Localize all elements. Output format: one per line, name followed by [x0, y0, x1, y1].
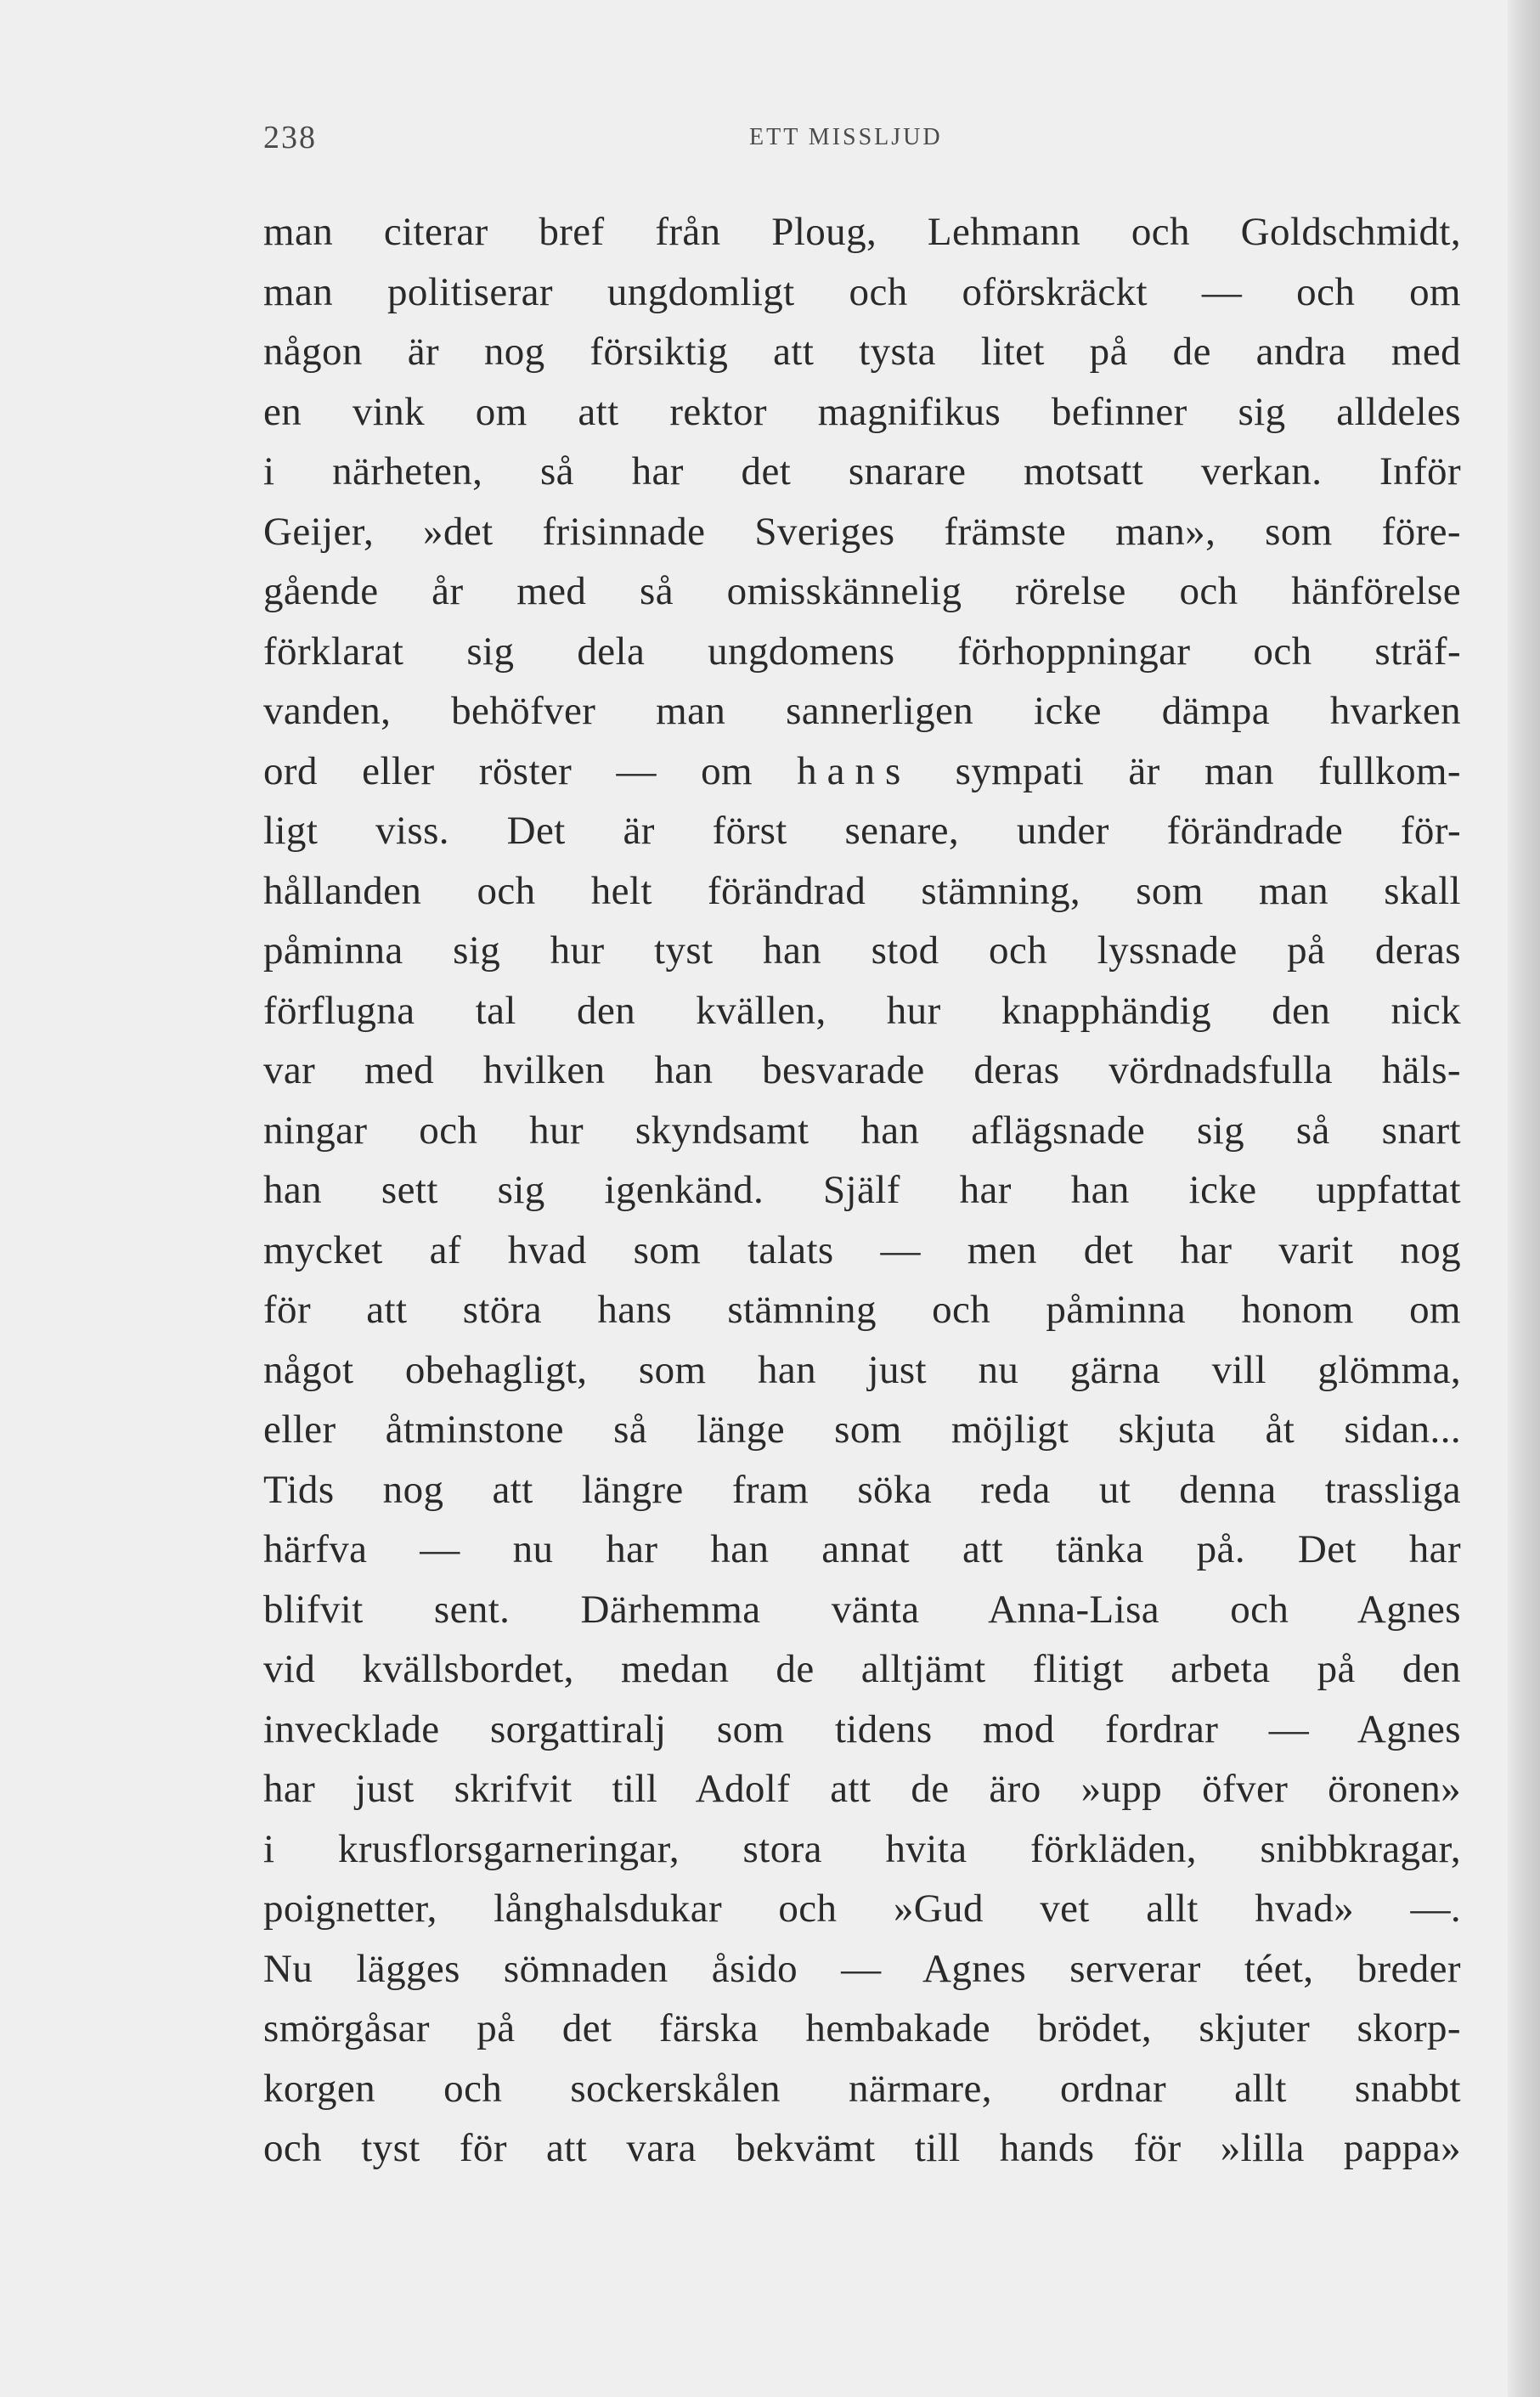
text-line: invecklade sorgattiralj som tidens mod fordrar — Agnes	[263, 1706, 1461, 1751]
emphasized-word: hans	[797, 748, 911, 793]
text-line: vid kvällsbordet, medan de alltjämt flitigt arbeta på den	[263, 1647, 1461, 1691]
text-line: gående år med så omisskännelig rörelse och hänförelse	[263, 569, 1461, 613]
text-line: man politiserar ungdomligt och oförskräckt — och om	[263, 269, 1461, 314]
text-line: man citerar bref från Ploug, Lehmann och Goldschmidt,	[263, 210, 1461, 254]
text-line: ligt viss. Det är först senare, under förändrade för-	[263, 809, 1461, 853]
page-number: 238	[263, 120, 317, 155]
text-line: något obehagligt, som han just nu gärna vill glömma,	[263, 1347, 1461, 1392]
text-line: härfva — nu har han annat att tänka på. Det har	[263, 1527, 1461, 1571]
text-line: och tyst för att vara bekvämt till hands för »lilla pappa»	[263, 2126, 1461, 2170]
page-edge-shadow	[1508, 0, 1540, 2397]
text-line: Nu lägges sömnaden åsido — Agnes serverar téet, breder	[263, 1946, 1461, 1991]
running-head: ETT MISSLJUD	[749, 124, 943, 150]
text-line: ningar och hur skyndsamt han aflägsnade sig så snart	[263, 1108, 1461, 1153]
text-line: i närheten, så har det snarare motsatt verkan. Inför	[263, 449, 1461, 494]
text-line: han sett sig igenkänd. Själf har han icke uppfattat	[263, 1168, 1461, 1212]
text-line: en vink om att rektor magnifikus befinner sig alldeles	[263, 389, 1461, 434]
text-line: för att störa hans stämning och påminna honom om	[263, 1288, 1461, 1332]
text-line: smörgåsar på det färska hembakade brödet, skjuter skorp-	[263, 2006, 1461, 2050]
text-line: korgen och sockerskålen närmare, ordnar allt snabbt	[263, 2066, 1461, 2111]
text-line: förklarat sig dela ungdomens förhoppningar och sträf-	[263, 629, 1461, 674]
text-line: förflugna tal den kvällen, hur knapphändig den nick	[263, 988, 1461, 1033]
text-line: poignetter, långhalsdukar och »Gud vet allt hvad» —.	[263, 1887, 1461, 1931]
text-line: var med hvilken han besvarade deras vördnadsfulla häls-	[263, 1048, 1461, 1092]
text-line: hållanden och helt förändrad stämning, som man skall	[263, 868, 1461, 913]
text-line: i krusflorsgarneringar, stora hvita förkläden, snibbkragar,	[263, 1826, 1461, 1871]
body-text	[263, 202, 1461, 2179]
text-line: blifvit sent. Därhemma vänta Anna-Lisa och Agnes	[263, 1587, 1461, 1632]
line-segment: sympati är man fullkom-	[955, 748, 1461, 793]
text-line: någon är nog försiktig att tysta litet på de andra med	[263, 330, 1461, 374]
text-line: Tids nog att längre fram söka reda ut denna trassliga	[263, 1467, 1461, 1512]
text-line: eller åtminstone så länge som möjligt skjuta åt sidan...	[263, 1407, 1461, 1452]
text-line: har just skrifvit till Adolf att de äro »upp öfver öronen»	[263, 1767, 1461, 1811]
text-line: påminna sig hur tyst han stod och lyssnade på deras	[263, 928, 1461, 973]
text-line: vanden, behöfver man sannerligen icke dämpa hvarken	[263, 689, 1461, 733]
text-line: mycket af hvad som talats — men det har varit nog	[263, 1227, 1461, 1272]
line-segment: ord eller röster — om	[263, 748, 753, 793]
text-line-emphasis	[263, 742, 1461, 802]
page-header	[263, 119, 1461, 170]
text-line: Geijer, »det frisinnade Sveriges främste man», som före-	[263, 509, 1461, 554]
